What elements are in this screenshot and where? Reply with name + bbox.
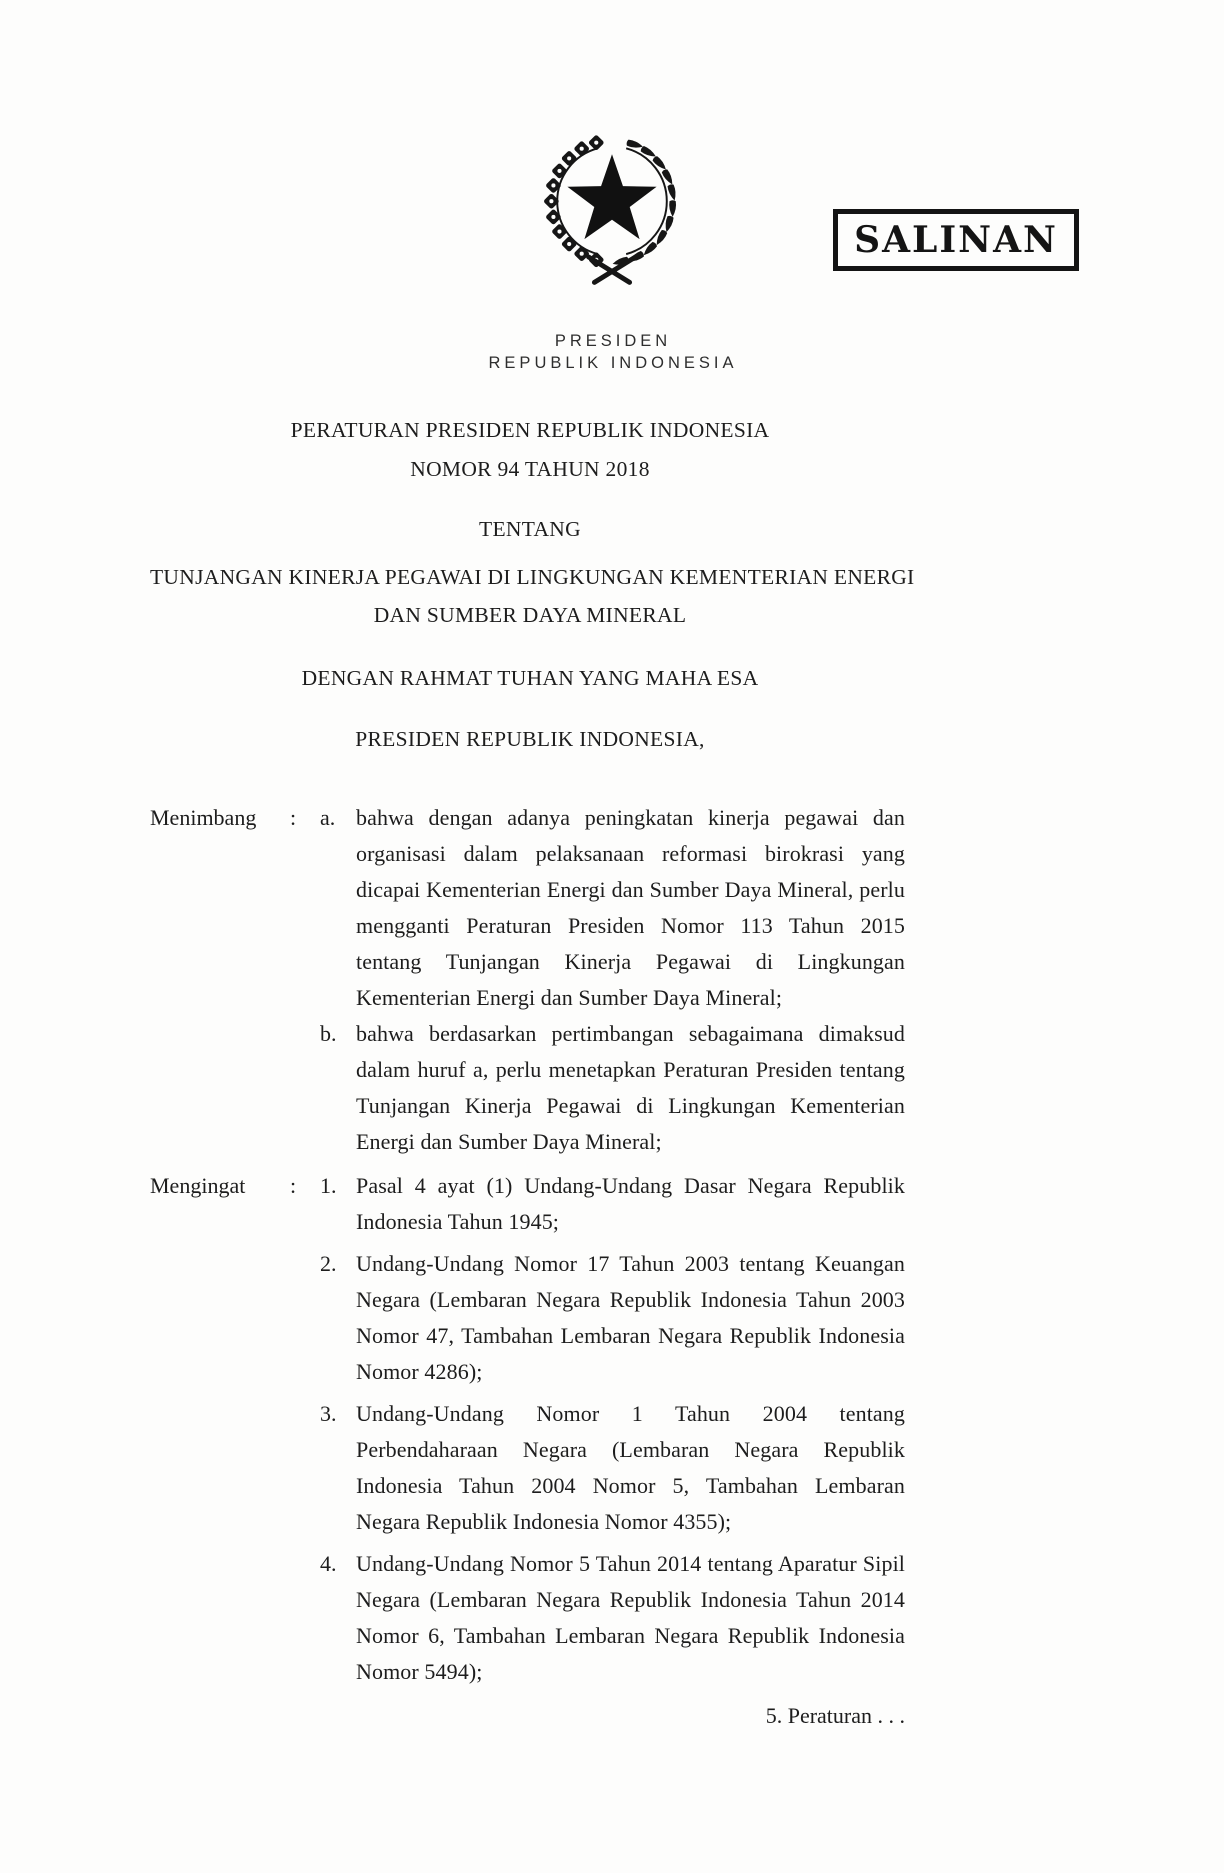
item-marker: 2. (320, 1251, 337, 1276)
item-marker: b. (320, 1021, 337, 1046)
list-item (320, 1168, 905, 1240)
list-item (320, 1016, 905, 1160)
letterhead-presiden: PRESIDEN (554, 332, 672, 350)
tentang-heading: TENTANG (479, 517, 581, 541)
section-label: Menimbang (150, 805, 257, 830)
item-text: Undang-Undang Nomor 5 Tahun 2014 tentang Aparatur Sipil Negara (Lembaran Negara Republik Indonesia Tahun 2014 Nomor 6, Tambahan Lembaran Negara Republik Indonesia Nomor 5494); (356, 1551, 905, 1684)
item-text: Pasal 4 ayat (1) Undang-Undang Dasar Negara Republik Indonesia Tahun 1945; (356, 1173, 905, 1234)
section-mengingat (150, 1168, 1224, 1690)
catchword: 5. Peraturan . . . (765, 1703, 905, 1728)
salinan-stamp (833, 209, 1079, 271)
star-wreath-icon (524, 118, 700, 304)
section-menimbang (150, 800, 1224, 1160)
invocation-line: DENGAN RAHMAT TUHAN YANG MAHA ESA (301, 666, 759, 690)
salinan-stamp-label: SALINAN (854, 219, 1058, 261)
list-item (320, 1246, 905, 1390)
section-label: Mengingat (150, 1173, 246, 1198)
list-item (320, 1396, 905, 1540)
enacting-authority-line: PRESIDEN REPUBLIK INDONESIA, (355, 727, 705, 751)
item-marker: 1. (320, 1173, 337, 1198)
list-item (320, 800, 905, 1016)
item-marker: a. (320, 805, 336, 830)
letterhead-republik-indonesia: REPUBLIK INDONESIA (488, 354, 738, 372)
presidential-seal-emblem (524, 118, 700, 304)
item-text: Undang-Undang Nomor 1 Tahun 2004 tentang Perbendaharaan Negara (Lembaran Negara Republik Indonesia Tahun 2004 Nomor 5, Tambahan Lembaran Negara Republik Indonesia Nomor 4355); (356, 1401, 905, 1534)
item-text: bahwa dengan adanya peningkatan kinerja pegawai dan organisasi dalam pelaksanaan reformasi birokrasi yang dicapai Kementerian Energi dan Sumber Daya Mineral, perlu mengganti Peraturan Presiden Nomor 113 Tahun 2015 tentang Tunjangan Kinerja Pegawai di Lingkungan Kementerian Energi dan Sumber Daya Mineral; (356, 805, 905, 1010)
star-icon (567, 154, 656, 239)
section-items (320, 1168, 905, 1690)
list-item (320, 1546, 905, 1690)
section-items (320, 800, 905, 1160)
item-marker: 4. (320, 1551, 337, 1576)
item-text: Undang-Undang Nomor 17 Tahun 2003 tentang Keuangan Negara (Lembaran Negara Republik Indonesia Tahun 2003 Nomor 47, Tambahan Lembaran Negara Republik Indonesia Nomor 4286); (356, 1251, 905, 1384)
item-marker: 3. (320, 1401, 337, 1426)
document-body (0, 418, 1224, 1734)
section-colon: : (290, 1173, 297, 1198)
regulation-title: PERATURAN PRESIDEN REPUBLIK INDONESIA (290, 418, 770, 442)
letterhead (463, 330, 763, 374)
item-text: bahwa berdasarkan pertimbangan sebagaimana dimaksud dalam huruf a, perlu menetapkan Peraturan Presiden tentang Tunjangan Kinerja Pegawai di Lingkungan Kementerian Energi dan Sumber Daya Mineral; (356, 1021, 905, 1154)
regulation-subject-line2: DAN SUMBER DAYA MINERAL (373, 603, 687, 627)
section-colon: : (290, 805, 297, 830)
regulation-number: NOMOR 94 TAHUN 2018 (410, 457, 650, 481)
regulation-subject-line1: TUNJANGAN KINERJA PEGAWAI DI LINGKUNGAN KEMENTERIAN ENERGI (150, 565, 915, 589)
